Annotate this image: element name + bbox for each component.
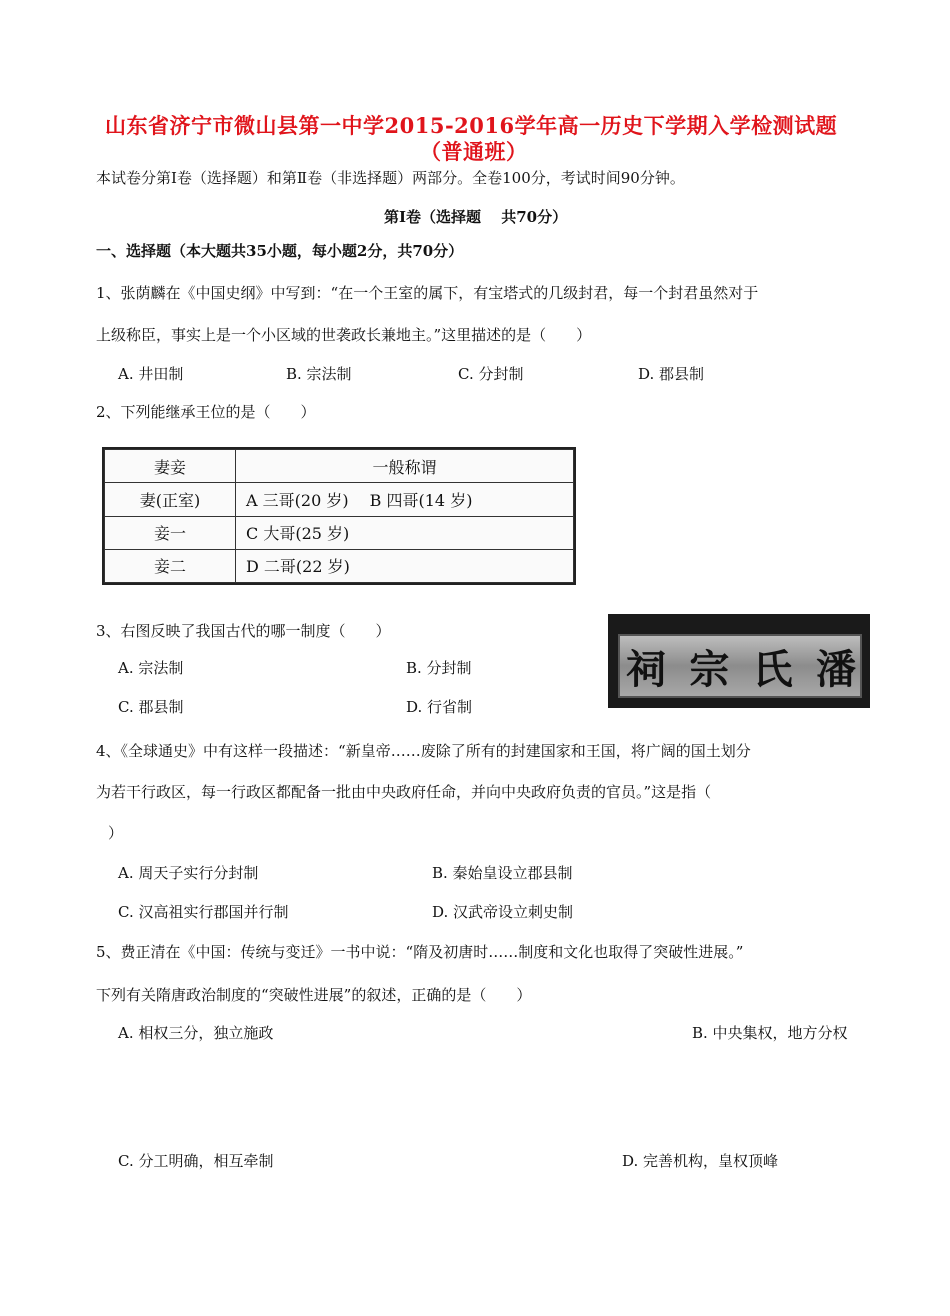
q5-option-b: B. 中央集权，地方分权 [692, 1024, 848, 1042]
plaque-char: 潘 [815, 646, 856, 693]
q3-option-d: D. 行省制 [406, 698, 473, 716]
doc-title-line2: （普通班） [420, 139, 528, 164]
table-row [105, 483, 574, 516]
q3-option-c: C. 郡县制 [118, 698, 184, 716]
table-cell: A 三哥(20 岁) B 四哥(14 岁) [236, 483, 574, 516]
q5-option-a: A. 相权三分，独立施政 [118, 1024, 274, 1042]
q1-option-a: A. 井田制 [118, 365, 184, 383]
q4-option-a: A. 周天子实行分封制 [118, 864, 259, 882]
q4-stem-line3: ） [108, 824, 124, 842]
q5-stem-line1: 5、费正清在《中国：传统与变迁》一书中说：“隋及初唐时……制度和文化也取得了突破性进展。” [96, 943, 744, 961]
plaque-characters [626, 638, 856, 695]
q3-stem: 3、右图反映了我国古代的哪一制度（ ） [96, 622, 391, 640]
intro-text: 本试卷分第Ⅰ卷（选择题）和第Ⅱ卷（非选择题）两部分。全卷100分，考试时间90分钟。 [96, 169, 685, 187]
q4-stem-line1: 4、《全球通史》中有这样一段描述：“新皇帝……废除了所有的封建国家和王国，将广阔的国土划分 [96, 742, 751, 760]
q5-option-c: C. 分工明确，相互牵制 [118, 1152, 274, 1170]
q3-option-b: B. 分封制 [406, 659, 472, 677]
q4-option-b: B. 秦始皇设立郡县制 [432, 864, 573, 882]
doc-title-line1: 山东省济宁市微山县第一中学2015-2016学年高一历史下学期入学检测试题 [105, 113, 838, 138]
plaque-char: 宗 [689, 646, 730, 693]
table-header-row [105, 450, 574, 483]
q2-stem: 2、下列能继承王位的是（ ） [96, 403, 316, 421]
table-cell: 妻(正室) [105, 483, 236, 516]
q1-option-c: C. 分封制 [458, 365, 524, 383]
plaque-char: 祠 [626, 646, 666, 693]
q4-option-c: C. 汉高祖实行郡国并行制 [118, 903, 289, 921]
table-row [105, 516, 574, 549]
part-heading: 一、选择题（本大题共35小题，每小题2分，共70分） [96, 242, 464, 260]
section-title: 第Ⅰ卷（选择题 共70分） [384, 208, 568, 226]
q1-option-d: D. 郡县制 [638, 365, 705, 383]
q5-option-d: D. 完善机构，皇权顶峰 [622, 1152, 779, 1170]
q5-stem-line2: 下列有关隋唐政治制度的“突破性进展”的叙述，正确的是（ ） [96, 986, 532, 1004]
q1-stem-line2: 上级称臣，事实上是一个小区域的世袭政长兼地主。”这里描述的是（ ） [96, 326, 592, 344]
table-cell: D 二哥(22 岁) [236, 549, 574, 582]
table-header-cell: 妻妾 [105, 450, 236, 483]
q3-option-a: A. 宗法制 [118, 659, 184, 677]
ancestral-hall-plaque-image [608, 614, 870, 708]
succession-table [104, 449, 574, 583]
q4-option-d: D. 汉武帝设立刺史制 [432, 903, 574, 921]
table-cell: 妾二 [105, 549, 236, 582]
q1-option-b: B. 宗法制 [286, 365, 352, 383]
q4-stem-line2: 为若干行政区，每一行政区都配备一批由中央政府任命，并向中央政府负责的官员。”这是指（ [96, 783, 712, 801]
table-header-cell: 一般称谓 [236, 450, 574, 483]
q1-stem-line1: 1、张荫麟在《中国史纲》中写到：“在一个王室的属下，有宝塔式的几级封君，每一个封君虽然对于 [96, 284, 759, 302]
table-row [105, 549, 574, 582]
plaque-char: 氏 [752, 646, 793, 693]
q2-table-image [102, 447, 576, 585]
table-cell: C 大哥(25 岁) [236, 516, 574, 549]
table-cell: 妾一 [105, 516, 236, 549]
